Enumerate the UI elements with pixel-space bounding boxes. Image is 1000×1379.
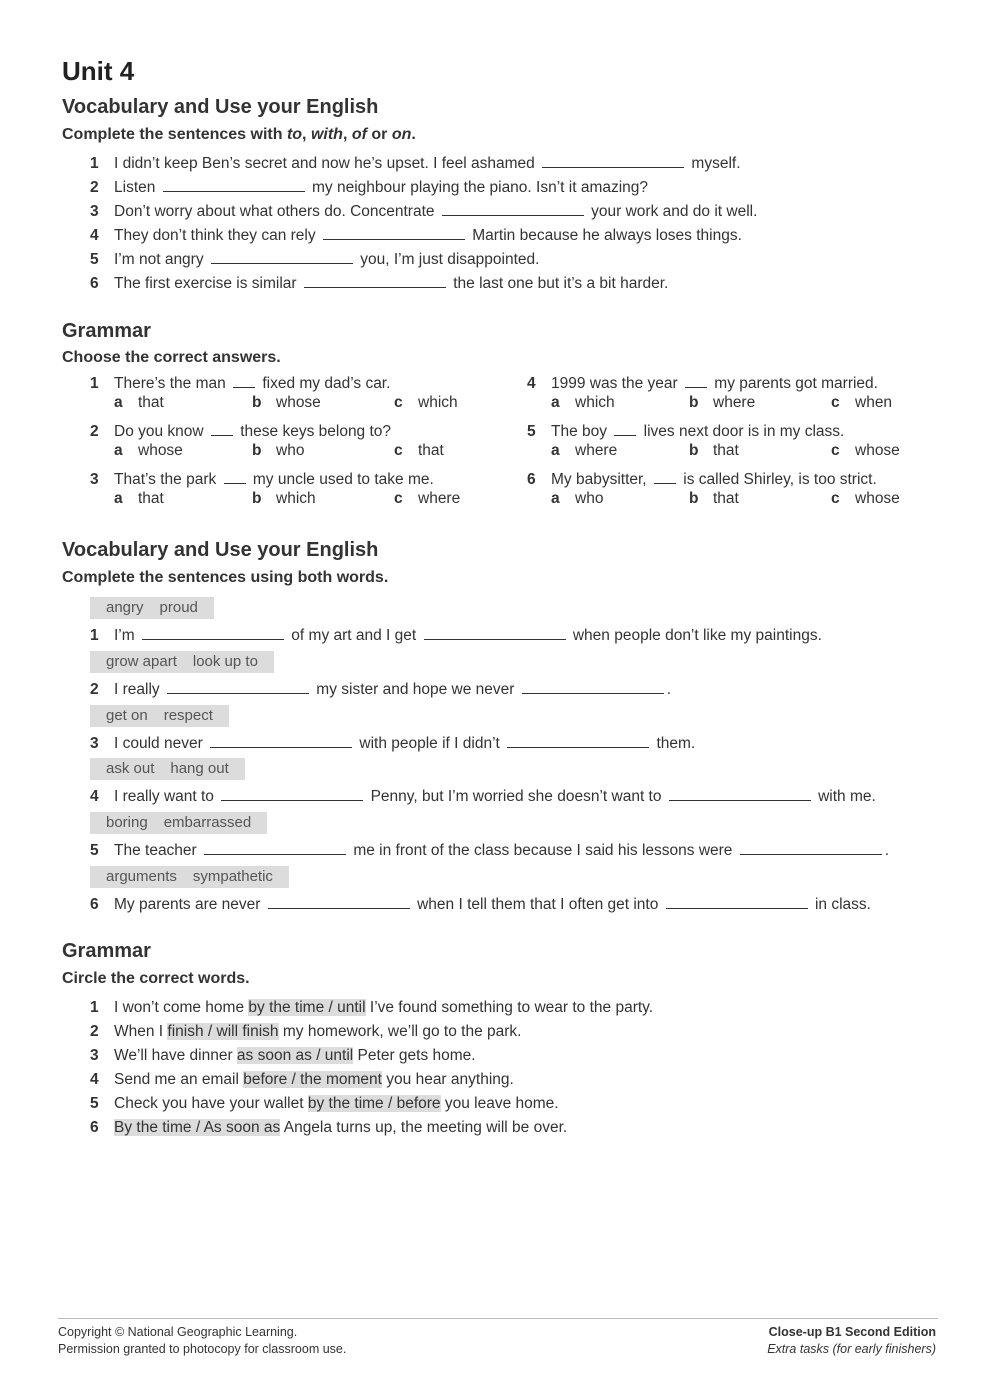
list-item: 2 I really my sister and hope we never . (90, 681, 672, 698)
word-choice[interactable]: By the time / As soon as (114, 1119, 281, 1136)
option-row (114, 490, 494, 510)
option-row (114, 442, 494, 462)
answer-blank[interactable] (654, 471, 676, 484)
option-c[interactable]: c that (394, 442, 444, 459)
question: 6 My babysitter, is called Shirley, is too strict. (527, 471, 877, 488)
answer-blank[interactable] (685, 375, 707, 388)
section-instruction: Circle the correct words. (62, 970, 250, 987)
section-heading: Vocabulary and Use your English (62, 96, 379, 118)
answer-blank[interactable] (669, 788, 811, 801)
answer-blank[interactable] (142, 627, 284, 640)
option-b[interactable]: b where (689, 394, 756, 411)
section-heading: Grammar (62, 320, 151, 342)
option-a[interactable]: a whose (114, 442, 183, 459)
option-a[interactable]: a where (551, 442, 618, 459)
option-b[interactable]: b whose (252, 394, 321, 411)
list-item: 6 My parents are never when I tell them that I often get into in class. (90, 896, 871, 913)
answer-blank[interactable] (224, 471, 246, 484)
answer-blank[interactable] (522, 681, 664, 694)
option-row (551, 490, 951, 510)
unit-title: Unit 4 (62, 56, 135, 86)
option-row (551, 394, 951, 414)
option-a[interactable]: a who (551, 490, 604, 507)
list-item: 2 When I finish / will finish my homework, we’ll go to the park. (90, 1023, 522, 1040)
list-item: 3 Don’t worry about what others do. Concentrate your work and do it well. (90, 203, 758, 220)
word-choice[interactable]: by the time / until (248, 999, 366, 1016)
option-b[interactable]: b which (252, 490, 316, 507)
question: 1 There’s the man fixed my dad’s car. (90, 375, 391, 392)
list-item: 6 By the time / As soon as Angela turns up, the meeting will be over. (90, 1119, 568, 1136)
answer-blank[interactable] (542, 155, 684, 168)
answer-blank[interactable] (507, 735, 649, 748)
word-box: ask out hang out (90, 758, 245, 780)
list-item: 5 I’m not angry you, I’m just disappointed. (90, 251, 540, 268)
word-box: get on respect (90, 705, 229, 727)
list-item: 3 I could never with people if I didn’t them. (90, 735, 696, 752)
list-item: 2 Listen my neighbour playing the piano. Isn’t it amazing? (90, 179, 649, 196)
copyright-text: Copyright © National Geographic Learning. (58, 1325, 298, 1339)
word-box: arguments sympathetic (90, 866, 289, 888)
answer-blank[interactable] (221, 788, 363, 801)
list-item: 4 Send me an email before / the moment you hear anything. (90, 1071, 514, 1088)
section-heading: Grammar (62, 940, 151, 962)
answer-blank[interactable] (210, 735, 352, 748)
footer-divider (58, 1318, 938, 1319)
answer-blank[interactable] (424, 627, 566, 640)
option-c[interactable]: c whose (831, 490, 900, 507)
answer-blank[interactable] (163, 179, 305, 192)
answer-blank[interactable] (268, 896, 410, 909)
answer-blank[interactable] (204, 842, 346, 855)
section-heading: Vocabulary and Use your English (62, 539, 379, 561)
question: 5 The boy lives next door is in my class. (527, 423, 845, 440)
permission-text: Permission granted to photocopy for classroom use. (58, 1342, 347, 1356)
section-instruction: Complete the sentences with to, with, of or on. (62, 126, 416, 143)
option-c[interactable]: c when (831, 394, 893, 411)
option-a[interactable]: a which (551, 394, 615, 411)
section-instruction: Choose the correct answers. (62, 349, 281, 366)
word-box: angry proud (90, 597, 214, 619)
list-item: 1 I didn’t keep Ben’s secret and now he’s upset. I feel ashamed myself. (90, 155, 741, 172)
word-choice[interactable]: before / the moment (243, 1071, 382, 1088)
option-c[interactable]: c whose (831, 442, 900, 459)
answer-blank[interactable] (442, 203, 584, 216)
answer-blank[interactable] (211, 423, 233, 436)
answer-blank[interactable] (211, 251, 353, 264)
option-row (551, 442, 951, 462)
list-item: 1 I’m of my art and I get when people don’t like my paintings. (90, 627, 822, 644)
list-item: 5 Check you have your wallet by the time / before you leave home. (90, 1095, 559, 1112)
question: 3 That’s the park my uncle used to take me. (90, 471, 434, 488)
option-b[interactable]: b that (689, 442, 739, 459)
list-item: 3 We’ll have dinner as soon as / until Peter gets home. (90, 1047, 476, 1064)
answer-blank[interactable] (666, 896, 808, 909)
answer-blank[interactable] (740, 842, 882, 855)
word-box: boring embarrassed (90, 812, 267, 834)
option-a[interactable]: a that (114, 394, 164, 411)
answer-blank[interactable] (167, 681, 309, 694)
list-item: 6 The first exercise is similar the last one but it’s a bit harder. (90, 275, 669, 292)
list-item: 5 The teacher me in front of the class because I said his lessons were . (90, 842, 890, 859)
option-c[interactable]: c which (394, 394, 458, 411)
option-b[interactable]: b who (252, 442, 305, 459)
option-c[interactable]: c where (394, 490, 461, 507)
list-item: 1 I won’t come home by the time / until I’ve found something to wear to the party. (90, 999, 654, 1016)
option-b[interactable]: b that (689, 490, 739, 507)
list-item: 4 They don’t think they can rely Martin because he always loses things. (90, 227, 742, 244)
question: 4 1999 was the year my parents got married. (527, 375, 878, 392)
list-item: 4 I really want to Penny, but I’m worried she doesn’t want to with me. (90, 788, 876, 805)
word-choice[interactable]: finish / will finish (167, 1023, 279, 1040)
word-choice[interactable]: as soon as / until (236, 1047, 354, 1064)
section-instruction: Complete the sentences using both words. (62, 569, 389, 586)
book-subtitle: Extra tasks (for early finishers) (767, 1342, 936, 1356)
option-a[interactable]: a that (114, 490, 164, 507)
answer-blank[interactable] (323, 227, 465, 240)
book-title: Close-up B1 Second Edition (768, 1325, 936, 1339)
answer-blank[interactable] (614, 423, 636, 436)
word-box: grow apart look up to (90, 651, 274, 673)
question: 2 Do you know these keys belong to? (90, 423, 392, 440)
answer-blank[interactable] (233, 375, 255, 388)
answer-blank[interactable] (304, 275, 446, 288)
option-row (114, 394, 494, 414)
word-choice[interactable]: by the time / before (307, 1095, 441, 1112)
